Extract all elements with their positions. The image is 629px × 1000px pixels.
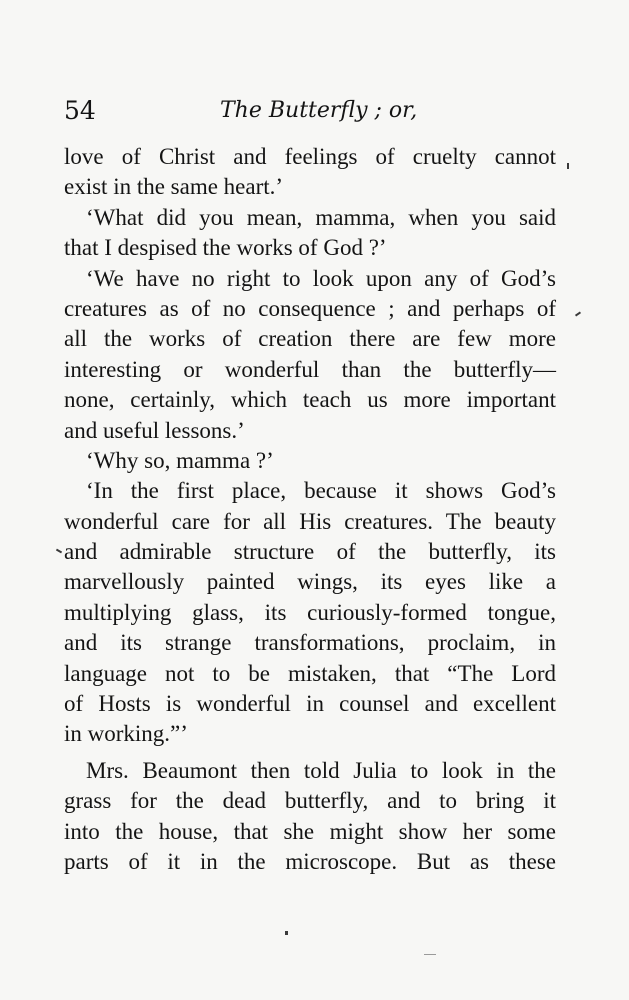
- running-title: The Butterfly ; or,: [220, 98, 418, 123]
- text-line: wonderful care for all His creatures. The beauty: [64, 508, 556, 534]
- text-line: Mrs. Beaumont then told Julia to look in the: [86, 757, 556, 783]
- ink-speck: [567, 163, 569, 169]
- text-line: and its strange transformations, proclaim, in: [64, 630, 556, 656]
- text-line: and useful lessons.’: [64, 417, 245, 443]
- ink-speck: [56, 549, 62, 554]
- running-head: [64, 94, 559, 128]
- text-line: that I despised the works of God ?’: [64, 235, 387, 261]
- text-line: ‘We have no right to look upon any of God’s: [86, 265, 556, 291]
- text-line: of Hosts is wonderful in counsel and excellent: [64, 691, 556, 717]
- ink-speck: [575, 311, 581, 316]
- text-line: interesting or wonderful than the butterfly—: [64, 356, 556, 382]
- text-line: ‘What did you mean, mamma, when you said: [86, 204, 556, 230]
- text-line: none, certainly, which teach us more important: [64, 387, 556, 413]
- text-line: all the works of creation there are few more: [64, 326, 556, 352]
- text-line: language not to be mistaken, that “The Lord: [64, 660, 556, 686]
- page-number: 54: [64, 96, 96, 125]
- text-line: in working.”’: [64, 721, 188, 747]
- text-line: creatures as of no consequence ; and perhaps of: [64, 295, 556, 321]
- text-line: multiplying glass, its curiously-formed tongue,: [64, 599, 556, 625]
- ink-speck: [285, 931, 288, 935]
- text-line: into the house, that she might show her some: [64, 818, 556, 844]
- text-line: grass for the dead butterfly, and to bring it: [64, 788, 556, 814]
- text-line: exist in the same heart.’: [64, 174, 284, 200]
- text-line: marvellously painted wings, its eyes like a: [64, 569, 556, 595]
- body-text: [64, 142, 556, 877]
- ink-speck: [424, 954, 436, 955]
- text-line: ‘Why so, mamma ?’: [86, 447, 274, 473]
- text-line: ‘In the first place, because it shows God’s: [86, 478, 556, 504]
- text-line: and admirable structure of the butterfly, its: [64, 539, 556, 565]
- text-line: parts of it in the microscope. But as these: [64, 848, 556, 874]
- text-line: love of Christ and feelings of cruelty cannot: [64, 144, 556, 169]
